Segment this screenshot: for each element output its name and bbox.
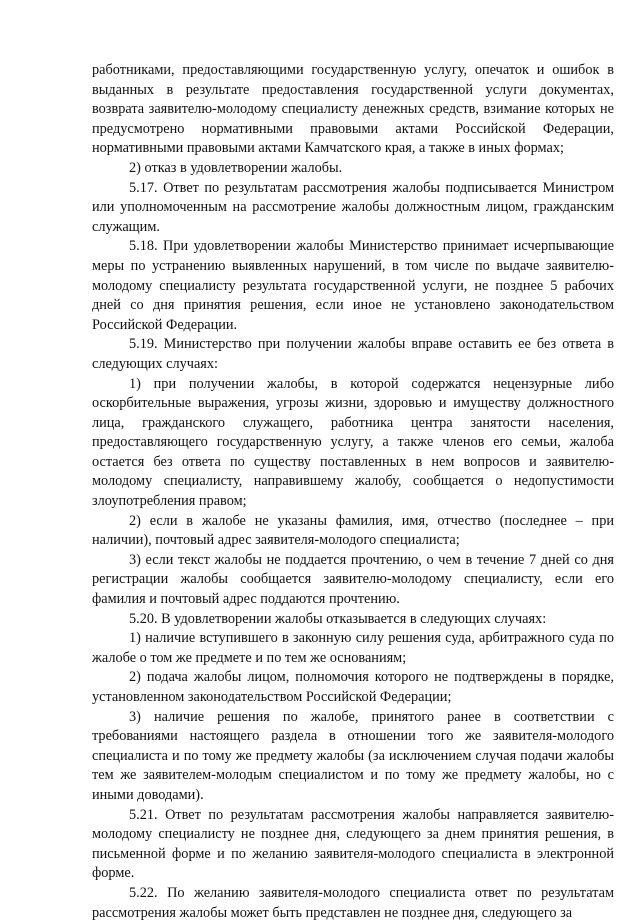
paragraph-5-22: 5.22. По желанию заявителя-молодого специалиста ответ по результатам рассмотрения жалобы может быть представлен не позднее дня, следующего за bbox=[92, 884, 614, 921]
paragraph-refusal: 2) отказ в удовлетворении жалобы. bbox=[129, 159, 343, 176]
paragraph-5-19-item-3: 3) если текст жалобы не поддается прочтению, о чем в течение 7 дней со дня регистрации жалобы сообщается заявителю-молодому специалисту, если его фамилия и почтовый адрес поддаются прочтению. bbox=[92, 551, 614, 608]
document-body bbox=[92, 61, 614, 923]
paragraph-5-21: 5.21. Ответ по результатам рассмотрения жалобы направляется заявителю-молодому специалисту не позднее дня, следующего за днем принятия решения, в письменной форме и по желанию заявителя-молодого специалиста в электронной форме. bbox=[92, 806, 614, 882]
paragraph-5-18: 5.18. При удовлетворении жалобы Министерство принимает исчерпывающие меры по устранению выявленных нарушений, в том числе по выдаче заявителю-молодому специалисту результата государственной услуги, не позднее 5 рабочих дней со дня принятия решения, если иное не установлено законодательством Российской Федерации. bbox=[92, 238, 614, 333]
paragraph-5-20-item-3: 3) наличие решения по жалобе, принятого ранее в соответствии с требованиями настоящего раздела в отношении того же заявителя-молодого специалиста и по тому же предмету жалобы (за исключением случая подачи жалобы тем же заявителем-молодым специалистом и по тому же предмету жалобы, но с иными доводами). bbox=[92, 708, 614, 803]
paragraph-5-20-item-1: 1) наличие вступившего в законную силу решения суда, арбитражного суда по жалобе о том же предмете и по тем же основаниям; bbox=[92, 630, 614, 666]
paragraph-5-20: 5.20. В удовлетворении жалобы отказывается в следующих случаях: bbox=[129, 610, 547, 627]
paragraph-5-19: 5.19. Министерство при получении жалобы вправе оставить ее без ответа в следующих случаях: bbox=[92, 336, 614, 372]
paragraph-5-20-item-2: 2) подача жалобы лицом, полномочия которого не подтверждены в порядке, установленном законодательством Российской Федерации; bbox=[92, 669, 614, 705]
paragraph-5-17: 5.17. Ответ по результатам рассмотрения жалобы подписывается Министром или уполномоченным на рассмотрение жалобы должностным лицом, гражданским служащим. bbox=[92, 179, 614, 235]
paragraph-continuation: работниками, предоставляющими государственную услугу, опечаток и ошибок в выданных в результате предоставления государственной услуги документах, возврата заявителю-молодому специалисту денежных средств, взимание которых не предусмотрено нормативными правовыми актами Российской Федерации, нормативными правовыми актами Камчатского края, а также в иных формах; bbox=[92, 62, 614, 157]
paragraph-5-19-item-2: 2) если в жалобе не указаны фамилия, имя, отчество (последнее – при наличии), почтовый адрес заявителя-молодого специалиста; bbox=[92, 512, 614, 549]
paragraph-5-19-item-1: 1) при получении жалобы, в которой содержатся нецензурные либо оскорбительные выражения, угрозы жизни, здоровью и имуществу должностного лица, гражданского служащего, работника центра занятости населения, предоставляющего государственную услугу, а также членов его семьи, жалоба остается без ответа по существу поставленных в нем вопросов и заявителю-молодому специалисту, направившему жалобу, сообщается о недопустимости злоупотребления правом; bbox=[92, 375, 614, 510]
